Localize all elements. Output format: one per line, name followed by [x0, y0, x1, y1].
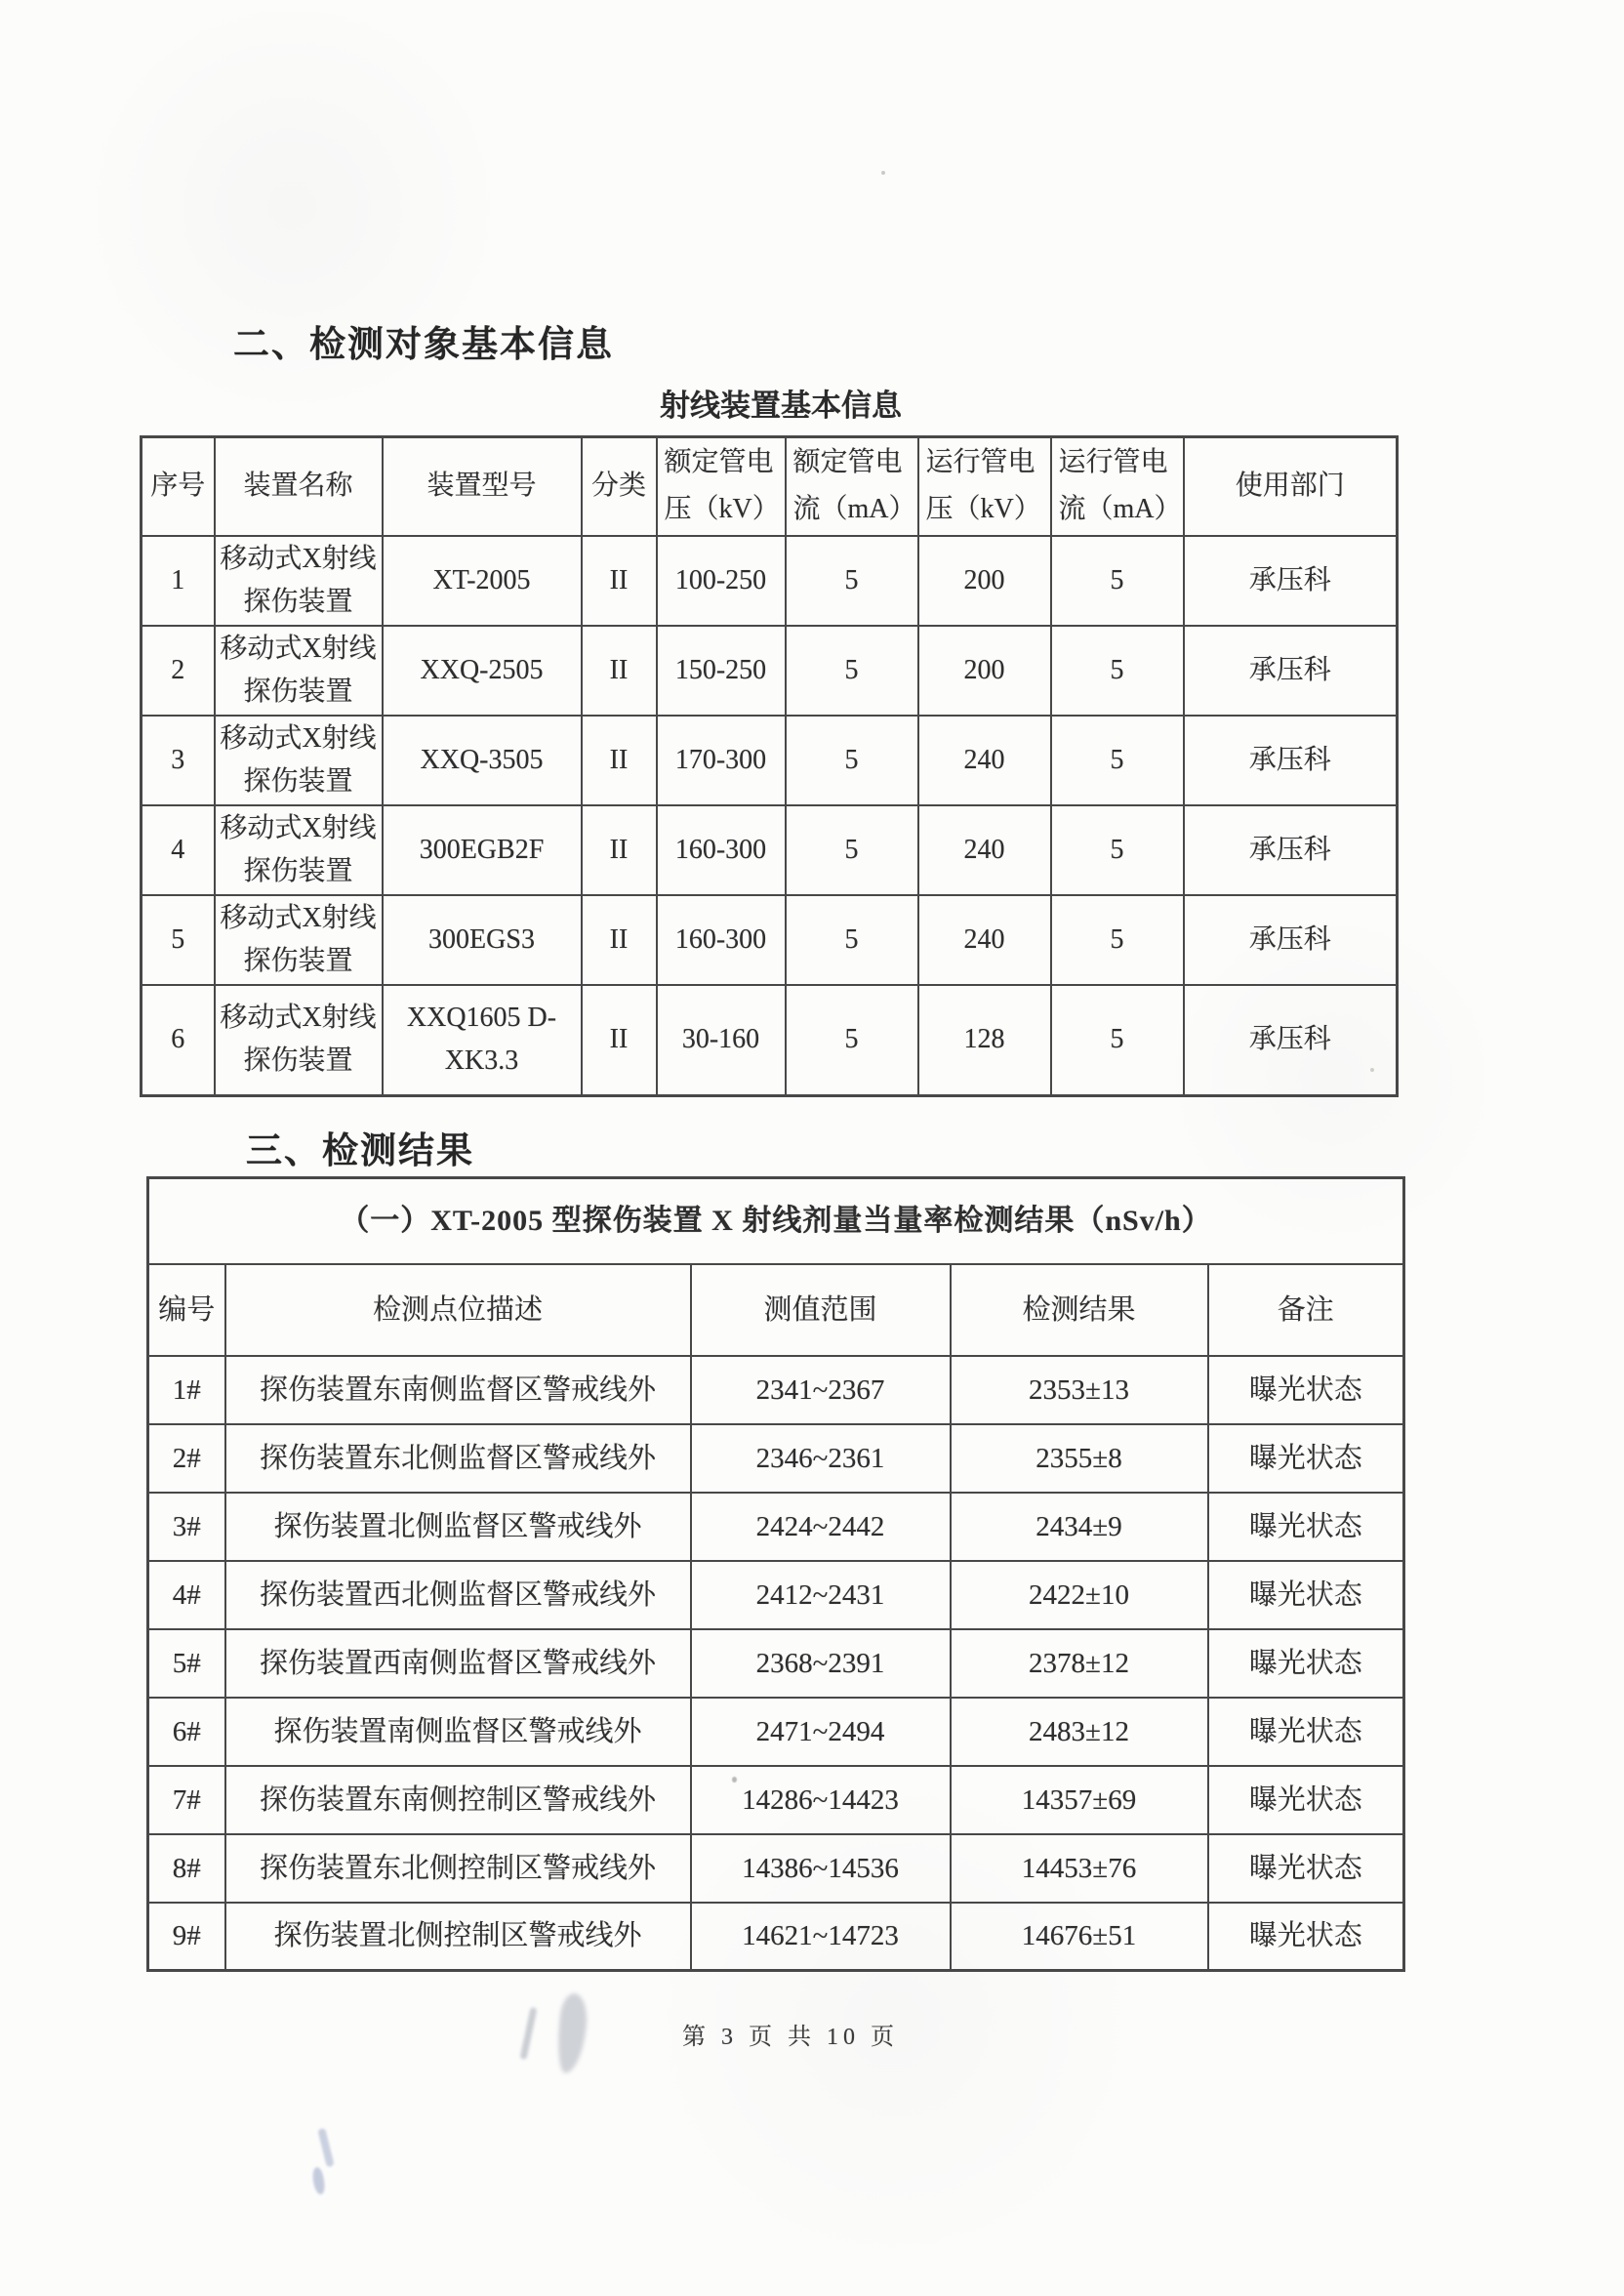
cell-value-range: 2471~2494 — [691, 1698, 951, 1766]
cell-rated-voltage: 30-160 — [657, 985, 786, 1096]
col-header-device-model: 装置型号 — [383, 437, 582, 536]
cell-value-range: 2412~2431 — [691, 1561, 951, 1629]
cell-using-department: 承压科 — [1184, 895, 1398, 985]
result-table-title-row — [148, 1178, 1404, 1264]
cell-remark: 曝光状态 — [1208, 1766, 1404, 1834]
cell-category: II — [582, 716, 657, 805]
cell-running-current: 5 — [1051, 985, 1184, 1096]
cell-rated-current: 5 — [786, 985, 918, 1096]
cell-result: 2483±12 — [951, 1698, 1208, 1766]
cell-point-no: 4# — [148, 1561, 225, 1629]
cell-running-current: 5 — [1051, 895, 1184, 985]
device-row-3 — [142, 716, 1398, 805]
col-header-result: 检测结果 — [951, 1264, 1208, 1356]
result-row-4 — [148, 1561, 1404, 1629]
result-row-8 — [148, 1834, 1404, 1903]
cell-serial-no: 5 — [142, 895, 215, 985]
cell-serial-no: 2 — [142, 626, 215, 716]
cell-point-no: 6# — [148, 1698, 225, 1766]
col-header-using-department: 使用部门 — [1184, 437, 1398, 536]
cell-point-description: 探伤装置东北侧控制区警戒线外 — [225, 1834, 691, 1903]
cell-result: 14453±76 — [951, 1834, 1208, 1903]
col-header-point-description: 检测点位描述 — [225, 1264, 691, 1356]
cell-category: II — [582, 985, 657, 1096]
cell-point-no: 3# — [148, 1493, 225, 1561]
device-table-caption: 射线装置基本信息 — [660, 389, 902, 423]
cell-result: 2434±9 — [951, 1493, 1208, 1561]
cell-point-description: 探伤装置东南侧监督区警戒线外 — [225, 1356, 691, 1424]
device-row-4 — [142, 805, 1398, 895]
cell-rated-current: 5 — [786, 895, 918, 985]
cell-device-name: 移动式X射线探伤装置 — [215, 985, 383, 1096]
cell-running-current: 5 — [1051, 716, 1184, 805]
cell-using-department: 承压科 — [1184, 626, 1398, 716]
cell-serial-no: 6 — [142, 985, 215, 1096]
cell-point-description: 探伤装置南侧监督区警戒线外 — [225, 1698, 691, 1766]
cell-running-voltage: 128 — [918, 985, 1051, 1096]
cell-rated-current: 5 — [786, 626, 918, 716]
cell-value-range: 14621~14723 — [691, 1903, 951, 1971]
cell-serial-no: 1 — [142, 536, 215, 626]
device-row-1 — [142, 536, 1398, 626]
col-header-running-voltage: 运行管电压（kV） — [918, 437, 1051, 536]
cell-running-current: 5 — [1051, 626, 1184, 716]
cell-serial-no: 4 — [142, 805, 215, 895]
cell-category: II — [582, 805, 657, 895]
page-number: 第 3 页 共 10 页 — [682, 2025, 899, 2050]
cell-device-model: XXQ-2505 — [383, 626, 582, 716]
col-header-value-range: 测值范围 — [691, 1264, 951, 1356]
cell-result: 2355±8 — [951, 1424, 1208, 1493]
cell-result: 2422±10 — [951, 1561, 1208, 1629]
cell-using-department: 承压科 — [1184, 716, 1398, 805]
device-row-2 — [142, 626, 1398, 716]
result-row-1 — [148, 1356, 1404, 1424]
cell-running-voltage: 240 — [918, 716, 1051, 805]
cell-rated-voltage: 150-250 — [657, 626, 786, 716]
device-table-header-row — [142, 437, 1398, 536]
cell-rated-voltage: 100-250 — [657, 536, 786, 626]
cell-using-department: 承压科 — [1184, 536, 1398, 626]
cell-value-range: 14286~14423 — [691, 1766, 951, 1834]
cell-remark: 曝光状态 — [1208, 1356, 1404, 1424]
cell-value-range: 2346~2361 — [691, 1424, 951, 1493]
cell-using-department: 承压科 — [1184, 805, 1398, 895]
cell-point-description: 探伤装置北侧监督区警戒线外 — [225, 1493, 691, 1561]
section-heading-detection-object-info: 二、检测对象基本信息 — [233, 325, 614, 365]
cell-value-range: 14386~14536 — [691, 1834, 951, 1903]
col-header-rated-current: 额定管电流（mA） — [786, 437, 918, 536]
cell-device-name: 移动式X射线探伤装置 — [215, 716, 383, 805]
cell-category: II — [582, 536, 657, 626]
cell-running-voltage: 200 — [918, 626, 1051, 716]
cell-remark: 曝光状态 — [1208, 1698, 1404, 1766]
cell-running-voltage: 240 — [918, 805, 1051, 895]
cell-point-no: 1# — [148, 1356, 225, 1424]
cell-rated-voltage: 160-300 — [657, 895, 786, 985]
cell-value-range: 2368~2391 — [691, 1629, 951, 1698]
cell-remark: 曝光状态 — [1208, 1424, 1404, 1493]
device-info-table — [140, 435, 1399, 1097]
col-header-remark: 备注 — [1208, 1264, 1404, 1356]
col-header-category: 分类 — [582, 437, 657, 536]
cell-running-current: 5 — [1051, 536, 1184, 626]
cell-point-no: 9# — [148, 1903, 225, 1971]
cell-remark: 曝光状态 — [1208, 1561, 1404, 1629]
cell-running-voltage: 240 — [918, 895, 1051, 985]
cell-point-no: 5# — [148, 1629, 225, 1698]
cell-running-voltage: 200 — [918, 536, 1051, 626]
cell-result: 14676±51 — [951, 1903, 1208, 1971]
result-row-5 — [148, 1629, 1404, 1698]
result-row-9 — [148, 1903, 1404, 1971]
result-row-2 — [148, 1424, 1404, 1493]
cell-point-description: 探伤装置西北侧监督区警戒线外 — [225, 1561, 691, 1629]
cell-device-model: XXQ-3505 — [383, 716, 582, 805]
device-row-6 — [142, 985, 1398, 1096]
cell-rated-current: 5 — [786, 716, 918, 805]
cell-rated-voltage: 160-300 — [657, 805, 786, 895]
cell-device-model: XT-2005 — [383, 536, 582, 626]
result-row-3 — [148, 1493, 1404, 1561]
result-row-6 — [148, 1698, 1404, 1766]
cell-category: II — [582, 626, 657, 716]
cell-device-name: 移动式X射线探伤装置 — [215, 626, 383, 716]
scan-speck — [881, 171, 885, 175]
cell-device-name: 移动式X射线探伤装置 — [215, 895, 383, 985]
cell-device-model: XXQ1605 D-XK3.3 — [383, 985, 582, 1096]
section-heading-detection-results: 三、检测结果 — [246, 1131, 474, 1171]
cell-rated-voltage: 170-300 — [657, 716, 786, 805]
col-header-point-no: 编号 — [148, 1264, 225, 1356]
col-header-device-name: 装置名称 — [215, 437, 383, 536]
cell-rated-current: 5 — [786, 536, 918, 626]
cell-category: II — [582, 895, 657, 985]
cell-value-range: 2424~2442 — [691, 1493, 951, 1561]
cell-device-model: 300EGB2F — [383, 805, 582, 895]
pen-mark-lower — [311, 2166, 326, 2194]
cell-using-department: 承压科 — [1184, 985, 1398, 1096]
cell-rated-current: 5 — [786, 805, 918, 895]
cell-point-description: 探伤装置东北侧监督区警戒线外 — [225, 1424, 691, 1493]
col-header-serial-no: 序号 — [142, 437, 215, 536]
device-row-5 — [142, 895, 1398, 985]
cell-running-current: 5 — [1051, 805, 1184, 895]
result-table-title: （一）XT-2005 型探伤装置 X 射线剂量当量率检测结果（nSv/h） — [148, 1178, 1404, 1264]
cell-point-no: 7# — [148, 1766, 225, 1834]
cell-result: 14357±69 — [951, 1766, 1208, 1834]
cell-serial-no: 3 — [142, 716, 215, 805]
cell-point-description: 探伤装置东南侧控制区警戒线外 — [225, 1766, 691, 1834]
cell-result: 2378±12 — [951, 1629, 1208, 1698]
cell-remark: 曝光状态 — [1208, 1834, 1404, 1903]
pen-mark-upper — [317, 2128, 334, 2168]
cell-result: 2353±13 — [951, 1356, 1208, 1424]
cell-remark: 曝光状态 — [1208, 1903, 1404, 1971]
col-header-rated-voltage: 额定管电压（kV） — [657, 437, 786, 536]
cell-point-description: 探伤装置北侧控制区警戒线外 — [225, 1903, 691, 1971]
cell-remark: 曝光状态 — [1208, 1493, 1404, 1561]
cell-remark: 曝光状态 — [1208, 1629, 1404, 1698]
cell-device-name: 移动式X射线探伤装置 — [215, 536, 383, 626]
cell-point-no: 8# — [148, 1834, 225, 1903]
cell-device-name: 移动式X射线探伤装置 — [215, 805, 383, 895]
cell-value-range: 2341~2367 — [691, 1356, 951, 1424]
detection-result-table — [146, 1176, 1405, 1972]
cell-device-model: 300EGS3 — [383, 895, 582, 985]
cell-point-description: 探伤装置西南侧监督区警戒线外 — [225, 1629, 691, 1698]
result-row-7 — [148, 1766, 1404, 1834]
result-table-header-row — [148, 1264, 1404, 1356]
col-header-running-current: 运行管电流（mA） — [1051, 437, 1184, 536]
cell-point-no: 2# — [148, 1424, 225, 1493]
